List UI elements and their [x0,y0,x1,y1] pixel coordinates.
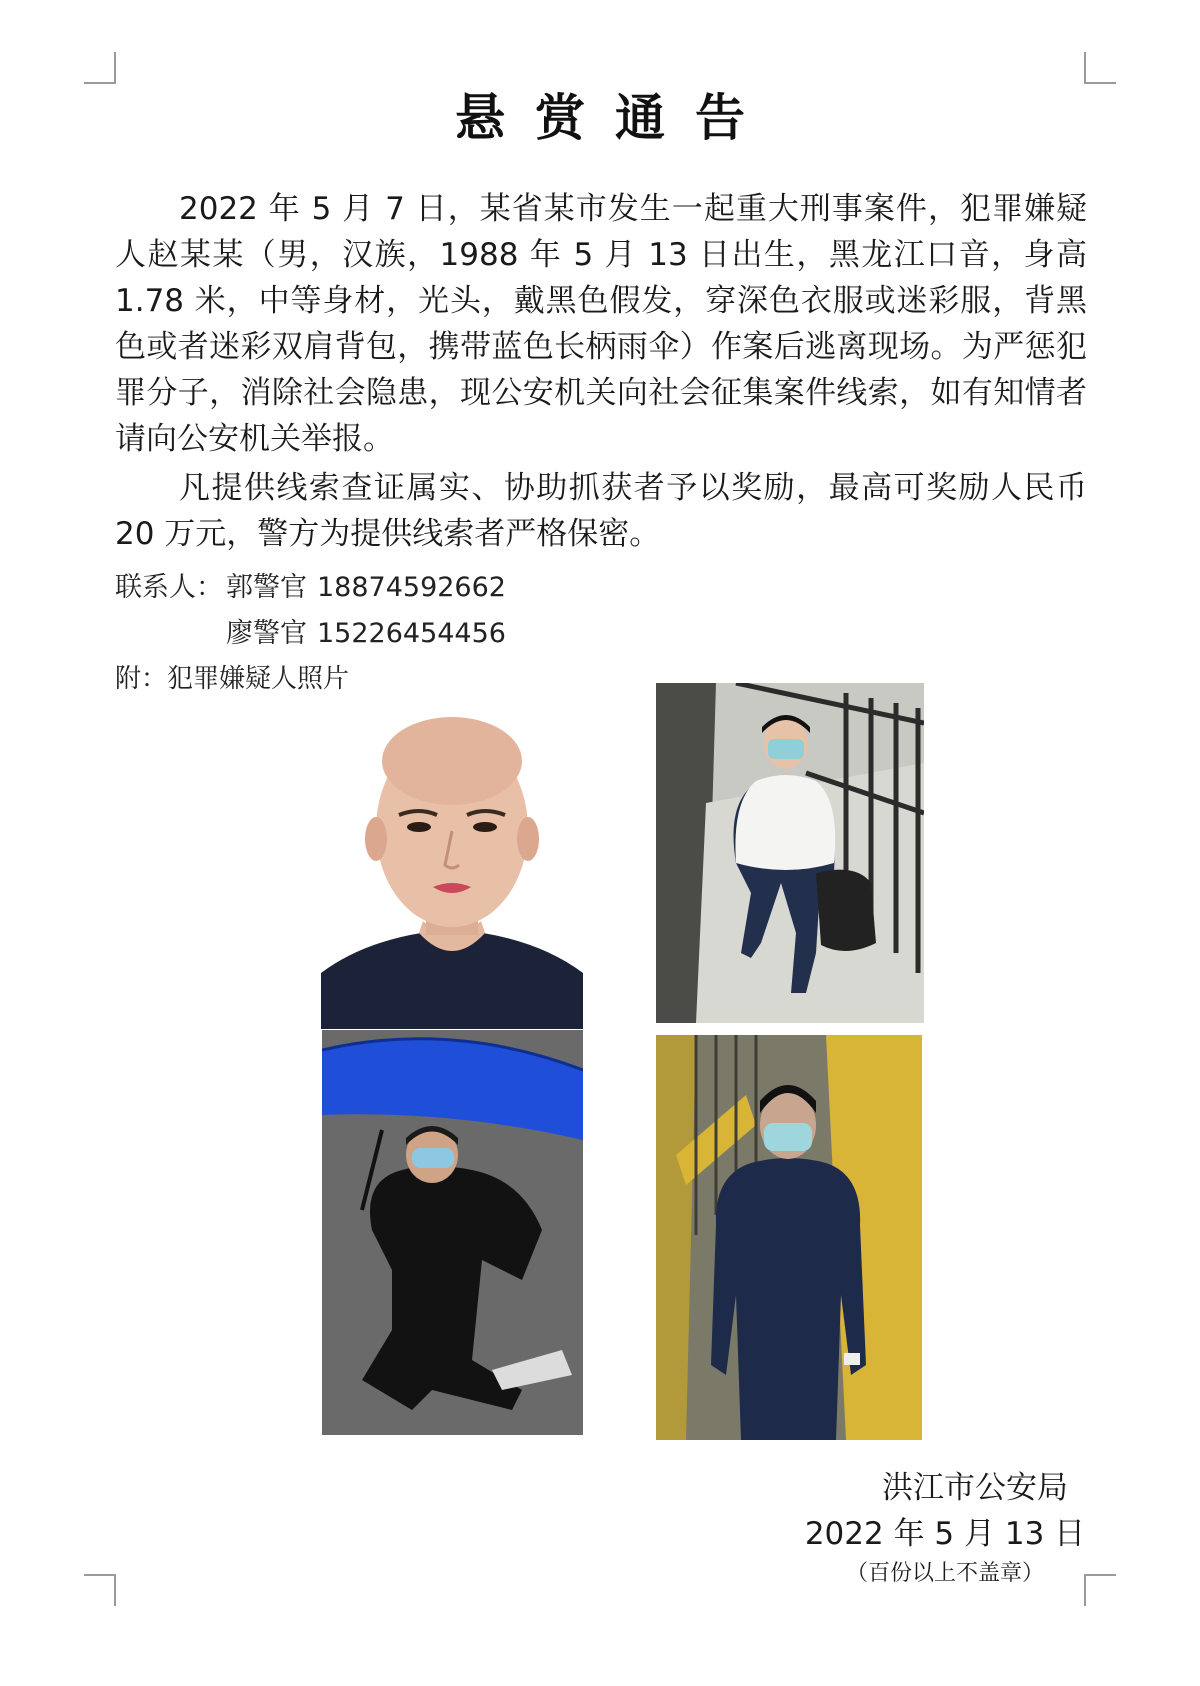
reward-description: 凡提供线索查证属实、协助抓获者予以奖励，最高可奖励人民币 20 万元，警方为提供线索者严格保密。 [115,470,1087,552]
suspect-portrait-photo [321,711,583,1029]
contact-name: 廖警官 [226,618,307,649]
notice-title: 悬赏通告 [455,89,775,147]
contact-label: 联系人： [115,572,223,603]
suspect-cctv-photo-white-shirt [656,683,924,1023]
attachment-label: 附：犯罪嫌疑人照片 [115,664,350,694]
contact-phone[interactable]: 15226454456 [317,618,506,649]
suspect-cctv-photo-blue-shirt [656,1035,922,1440]
contact-row-1 [115,565,506,604]
corner-mark-bottom-left [84,1574,116,1606]
suspect-cctv-photo-umbrella [322,1030,583,1435]
issue-date: 2022 年 5 月 13 日 [804,1516,1086,1552]
contact-name: 郭警官 [226,572,307,603]
contact-phone[interactable]: 18874592662 [317,572,506,603]
case-description: 2022 年 5 月 7 日，某省某市发生一起重大刑事案件，犯罪嫌疑人赵某某（男，汉族，1988 年 5 月 13 日出生，黑龙江口音，身高 1.78 米，中等身材，光头，戴黑色假发，穿深色衣服或迷彩服，背黑色或者迷彩双肩背包，携带蓝色长柄雨伞）作案后逃离现场。为严惩犯罪分子，消除社会隐患，现公安机关向社会征集案件线索，如有知情者请向公安机关举报。 [115,191,1087,457]
issuer-name: 洪江市公安局 [882,1470,1068,1506]
stamp-note: （百份以上不盖章） [845,1561,1044,1586]
contact-row-2 [226,611,506,650]
